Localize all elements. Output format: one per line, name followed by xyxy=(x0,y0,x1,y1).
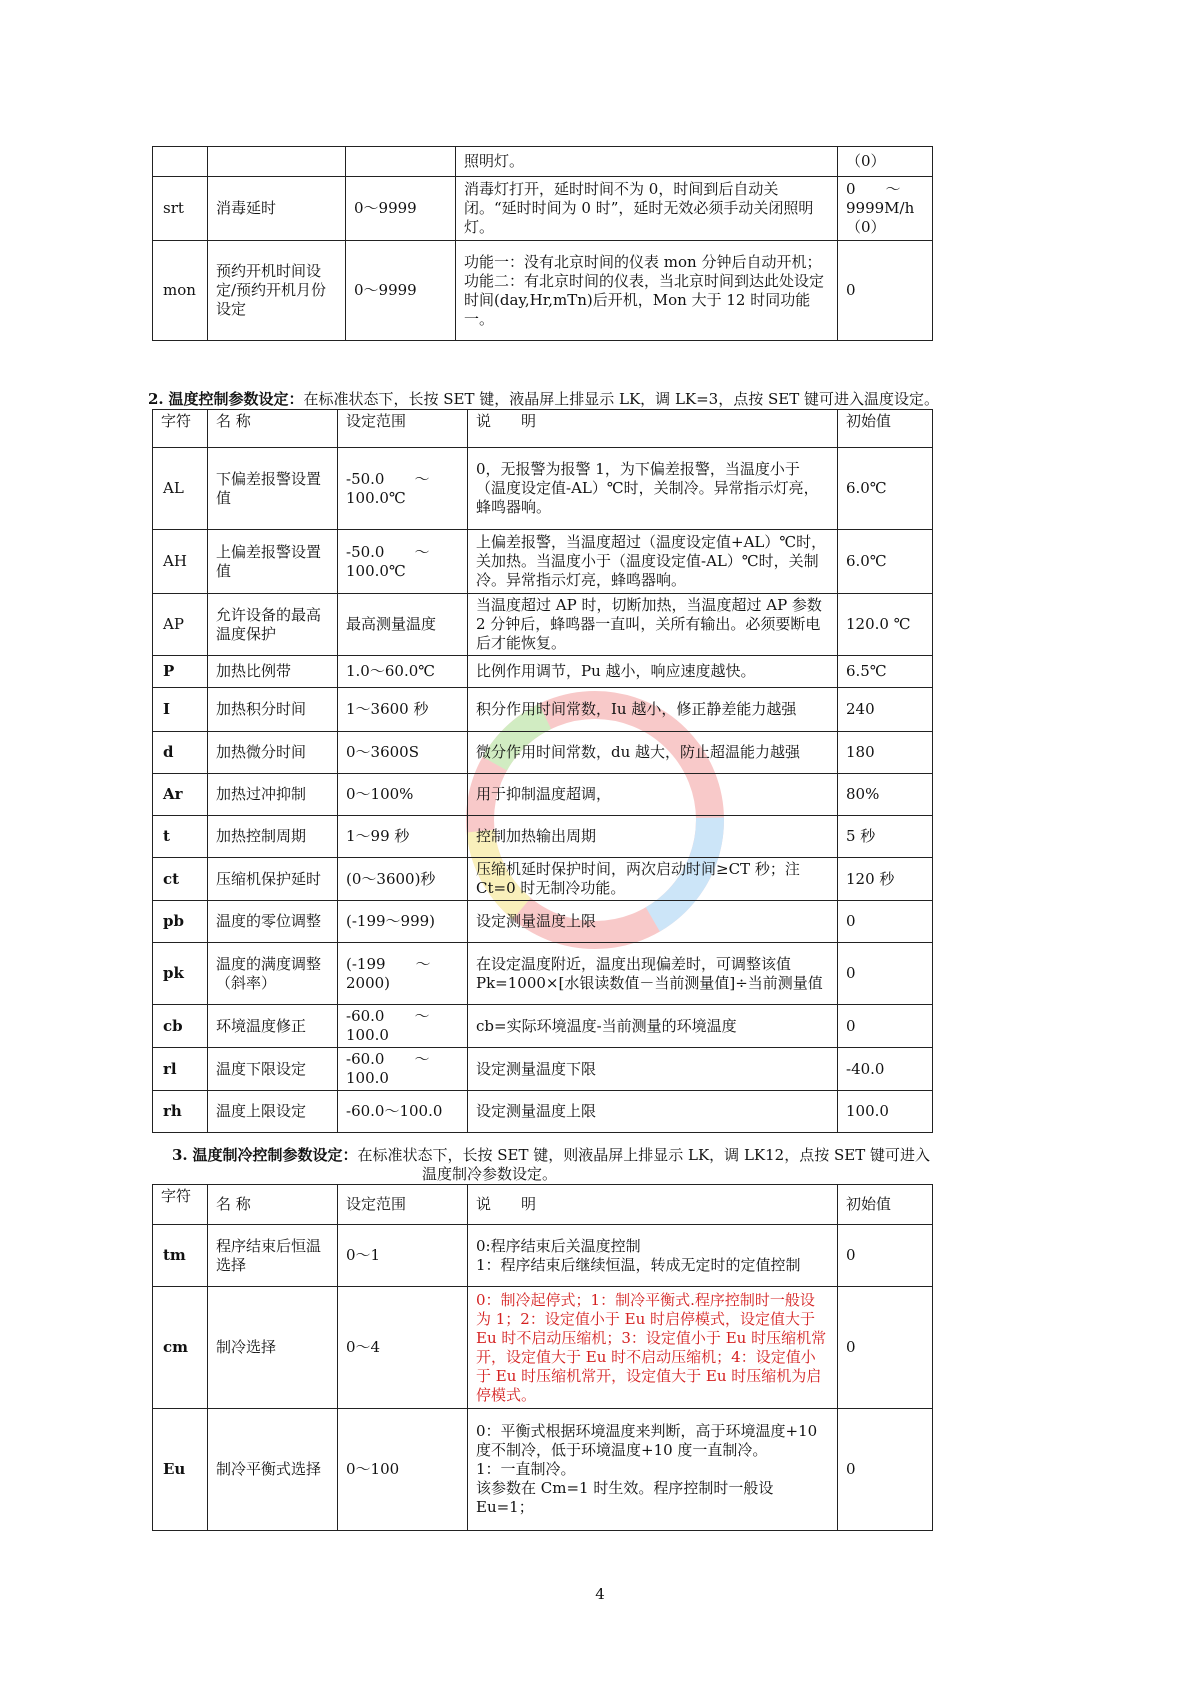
param-desc: 积分作用时间常数，Iu 越小，修正静差能力越强 xyxy=(468,688,838,732)
param-name: 加热积分时间 xyxy=(208,688,338,732)
table-row xyxy=(153,448,933,530)
section-title: 温度控制参数设定： xyxy=(168,390,304,408)
table-row xyxy=(153,1091,933,1133)
param-desc: 压缩机延时保护时间，两次启动时间≥CT 秒；注 Ct=0 时无制冷功能。 xyxy=(468,858,838,901)
param-desc: 0:程序结束后关温度控制 1：程序结束后继续恒温，转成无定时的定值控制 xyxy=(468,1225,838,1287)
param-desc: 比例作用调节，Pu 越小，响应速度越快。 xyxy=(468,656,838,688)
param-name: 温度的满度调整（斜率） xyxy=(208,943,338,1005)
param-range: 0～1 xyxy=(338,1225,468,1287)
param-desc: 照明灯。 xyxy=(456,147,838,177)
param-desc: 设定测量温度下限 xyxy=(468,1048,838,1091)
section-text: 在标准状态下，长按 SET 键，则液晶屏上排显示 LK，调 LK12，点按 SET 键可进入 xyxy=(357,1146,930,1164)
param-code: rh xyxy=(153,1091,208,1133)
table-row xyxy=(153,774,933,816)
param-desc: 0：制冷起停式；1：制冷平衡式.程序控制时一般设为 1；2：设定值小于 Eu 时启停模式，设定值大于 Eu 时不启动压缩机；3：设定值小于 Eu 时压缩机常开，设定值大于 Eu 时不启动压缩机；4：设定值小于 Eu 时压缩机常开，设定值大于 Eu 时压缩机为启停模式。 xyxy=(468,1287,838,1409)
param-code: Ar xyxy=(153,774,208,816)
table-row xyxy=(153,732,933,774)
param-init: 0 xyxy=(838,901,933,943)
section-number: 3. xyxy=(172,1146,188,1164)
param-desc: 在设定温度附近，温度出现偏差时，可调整该值 Pk=1000×[水银读数值－当前测量值]÷当前测量值 xyxy=(468,943,838,1005)
param-desc: 功能一：没有北京时间的仪表 mon 分钟后自动开机； 功能二：有北京时间的仪表，当北京时间到达此处设定时间(day,Hr,mTn)后开机，Mon 大于 12 时同功能一。 xyxy=(456,241,838,341)
table-row xyxy=(153,943,933,1005)
header-name: 名 称 xyxy=(208,410,338,448)
param-desc: 当温度超过 AP 时，切断加热，当温度超过 AP 参数 2 分钟后，蜂鸣器一直叫，关所有输出。必须要断电后才能恢复。 xyxy=(468,594,838,656)
table-row xyxy=(153,1005,933,1048)
table-row xyxy=(153,594,933,656)
header-name: 名 称 xyxy=(208,1185,338,1225)
param-code: Eu xyxy=(153,1409,208,1531)
param-code: cm xyxy=(153,1287,208,1409)
param-name: 温度上限设定 xyxy=(208,1091,338,1133)
param-name: 加热控制周期 xyxy=(208,816,338,858)
section-3-heading-continued: 温度制冷参数设定。 xyxy=(422,1165,558,1183)
section-text: 在标准状态下，长按 SET 键，液晶屏上排显示 LK，调 LK=3，点按 SET 键可进入温度设定。 xyxy=(303,390,939,408)
param-init: 120.0 ℃ xyxy=(838,594,933,656)
header-desc: 说 明 xyxy=(468,1185,838,1225)
param-init: 0 xyxy=(838,1409,933,1531)
param-init: 6.0℃ xyxy=(838,530,933,594)
table-row xyxy=(153,858,933,901)
table-row xyxy=(153,147,933,177)
param-code: AL xyxy=(153,448,208,530)
param-range: 0～100 xyxy=(338,1409,468,1531)
param-init: 100.0 xyxy=(838,1091,933,1133)
param-desc: 微分作用时间常数，du 越大，防止超温能力越强 xyxy=(468,732,838,774)
param-code: pk xyxy=(153,943,208,1005)
param-name: 消毒延时 xyxy=(208,177,346,241)
section-2-heading xyxy=(148,390,939,409)
param-range: (0～3600)秒 xyxy=(338,858,468,901)
table-row xyxy=(153,656,933,688)
param-name: 预约开机时间设定/预约开机月份设定 xyxy=(208,241,346,341)
table-row xyxy=(153,816,933,858)
param-range: 0～3600S xyxy=(338,732,468,774)
param-name: 允许设备的最高温度保护 xyxy=(208,594,338,656)
param-code xyxy=(153,147,208,177)
table-header-row xyxy=(153,1185,933,1225)
param-name: 上偏差报警设置值 xyxy=(208,530,338,594)
section-number: 2. xyxy=(148,390,164,408)
param-desc: 设定测量温度上限 xyxy=(468,1091,838,1133)
param-range: 1～99 秒 xyxy=(338,816,468,858)
param-name: 加热比例带 xyxy=(208,656,338,688)
param-range: 0～9999 xyxy=(346,177,456,241)
param-range: 0～4 xyxy=(338,1287,468,1409)
param-init: 0 xyxy=(838,1287,933,1409)
param-desc: 上偏差报警，当温度超过（温度设定值+AL）℃时，关加热。当温度小于（温度设定值-AL）℃时，关制冷。异常指示灯亮，蜂鸣器响。 xyxy=(468,530,838,594)
param-init: 5 秒 xyxy=(838,816,933,858)
param-range: -50.0 ～ 100.0℃ xyxy=(338,448,468,530)
param-range: -50.0 ～ 100.0℃ xyxy=(338,530,468,594)
param-code: srt xyxy=(153,177,208,241)
header-init: 初始值 xyxy=(838,410,933,448)
param-init: 0 xyxy=(838,943,933,1005)
param-code: tm xyxy=(153,1225,208,1287)
param-name: 加热过冲抑制 xyxy=(208,774,338,816)
param-name: 加热微分时间 xyxy=(208,732,338,774)
header-range: 设定范围 xyxy=(338,1185,468,1225)
table-row xyxy=(153,688,933,732)
param-desc: cb=实际环境温度-当前测量的环境温度 xyxy=(468,1005,838,1048)
param-range: 1.0～60.0℃ xyxy=(338,656,468,688)
header-init: 初始值 xyxy=(838,1185,933,1225)
param-desc: 消毒灯打开，延时时间不为 0，时间到后自动关闭。“延时时间为 0 时”，延时无效必须手动关闭照明灯。 xyxy=(456,177,838,241)
table-row xyxy=(153,1409,933,1531)
param-desc: 0：平衡式根据环境温度来判断，高于环境温度+10 度不制冷，低于环境温度+10 度一直制冷。 1：一直制冷。 该参数在 Cm=1 时生效。程序控制时一般设 Eu=1； xyxy=(468,1409,838,1531)
param-name: 温度下限设定 xyxy=(208,1048,338,1091)
param-init: 6.5℃ xyxy=(838,656,933,688)
header-desc: 说 明 xyxy=(468,410,838,448)
param-init: 0 xyxy=(838,1225,933,1287)
table-row xyxy=(153,901,933,943)
param-init: 0 xyxy=(838,1005,933,1048)
param-desc: 用于抑制温度超调， xyxy=(468,774,838,816)
param-code: AP xyxy=(153,594,208,656)
param-init: 240 xyxy=(838,688,933,732)
refrigeration-control-table xyxy=(152,1184,933,1531)
section-title: 温度制冷控制参数设定： xyxy=(192,1146,358,1164)
param-code: ct xyxy=(153,858,208,901)
param-name: 制冷选择 xyxy=(208,1287,338,1409)
param-range: -60.0 ～ 100.0 xyxy=(338,1005,468,1048)
param-code: I xyxy=(153,688,208,732)
param-range: (-199～999) xyxy=(338,901,468,943)
param-range: 1～3600 秒 xyxy=(338,688,468,732)
param-init: 0 xyxy=(838,241,933,341)
param-name: 程序结束后恒温选择 xyxy=(208,1225,338,1287)
param-code: d xyxy=(153,732,208,774)
param-init: 180 xyxy=(838,732,933,774)
param-range: -60.0 ～ 100.0 xyxy=(338,1048,468,1091)
param-desc: 设定测量温度上限 xyxy=(468,901,838,943)
param-desc: 控制加热输出周期 xyxy=(468,816,838,858)
table-row xyxy=(153,1287,933,1409)
param-range: 最高测量温度 xyxy=(338,594,468,656)
table-row xyxy=(153,177,933,241)
param-init: （0） xyxy=(838,147,933,177)
temperature-control-table xyxy=(152,409,933,1133)
param-range: -60.0～100.0 xyxy=(338,1091,468,1133)
param-code: rl xyxy=(153,1048,208,1091)
param-code: mon xyxy=(153,241,208,341)
table-row xyxy=(153,530,933,594)
page-number: 4 xyxy=(595,1585,605,1603)
param-name: 制冷平衡式选择 xyxy=(208,1409,338,1531)
parameter-table-continued xyxy=(152,146,933,341)
param-desc: 0，无报警为报警 1，为下偏差报警，当温度小于（温度设定值-AL）℃时，关制冷。异常指示灯亮，蜂鸣器响。 xyxy=(468,448,838,530)
table-header-row xyxy=(153,410,933,448)
param-name: 环境温度修正 xyxy=(208,1005,338,1048)
header-code: 字符 xyxy=(153,410,208,448)
table-row xyxy=(153,241,933,341)
param-name: 温度的零位调整 xyxy=(208,901,338,943)
param-range: 0～9999 xyxy=(346,241,456,341)
param-code: P xyxy=(153,656,208,688)
param-code: t xyxy=(153,816,208,858)
header-range: 设定范围 xyxy=(338,410,468,448)
param-name: 下偏差报警设置值 xyxy=(208,448,338,530)
param-range xyxy=(346,147,456,177)
param-range: 0～100% xyxy=(338,774,468,816)
param-init: 120 秒 xyxy=(838,858,933,901)
param-init: 0 ～ 9999M/h （0） xyxy=(838,177,933,241)
param-range: (-199 ～ 2000) xyxy=(338,943,468,1005)
table-row xyxy=(153,1225,933,1287)
header-code: 字符 xyxy=(153,1185,208,1225)
param-name xyxy=(208,147,346,177)
param-name: 压缩机保护延时 xyxy=(208,858,338,901)
param-code: AH xyxy=(153,530,208,594)
param-init: -40.0 xyxy=(838,1048,933,1091)
param-code: pb xyxy=(153,901,208,943)
param-code: cb xyxy=(153,1005,208,1048)
param-init: 80% xyxy=(838,774,933,816)
table-row xyxy=(153,1048,933,1091)
section-3-heading xyxy=(172,1146,930,1165)
param-init: 6.0℃ xyxy=(838,448,933,530)
